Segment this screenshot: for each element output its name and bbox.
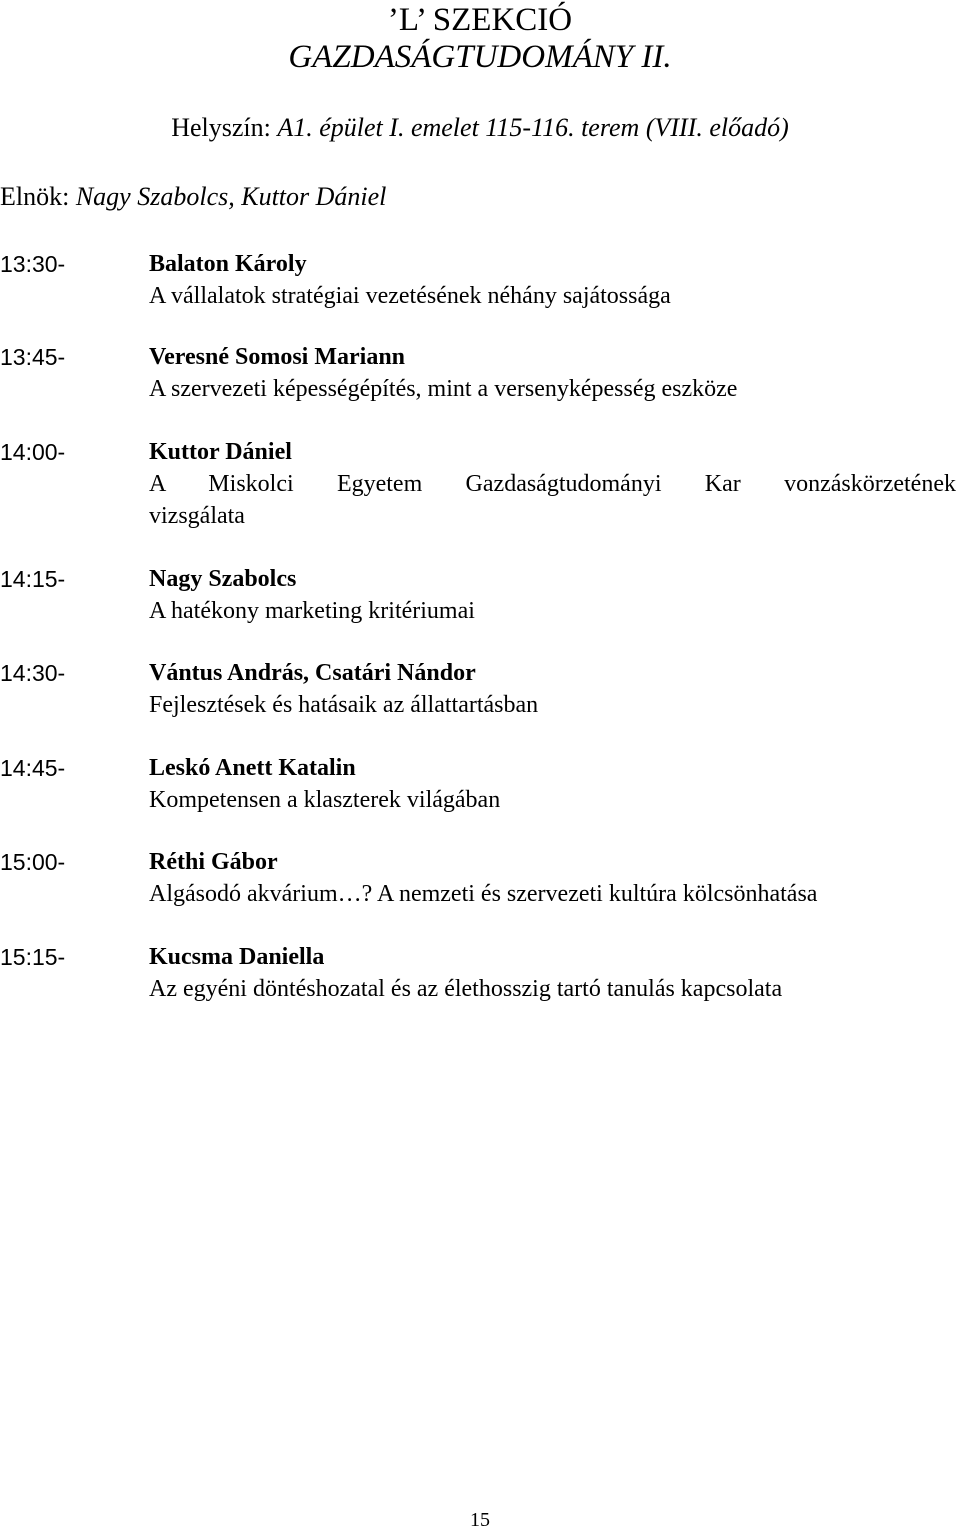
session-time: 14:15- xyxy=(0,566,66,592)
session-title: Az egyéni döntéshozatal és az élethosszig tartó tanulás kapcsolata xyxy=(149,976,783,1002)
session-speaker: Réthi Gábor xyxy=(149,849,278,875)
session-time: 14:45- xyxy=(0,755,66,781)
session-title: Kompetensen a klaszterek világában xyxy=(149,787,501,813)
location-line xyxy=(0,112,960,144)
section-title: ’L’ SZEKCIÓ xyxy=(387,2,573,38)
location-value: A1. épület I. emelet 115-116. terem (VIII. előadó) xyxy=(277,113,789,142)
page-number: 15 xyxy=(470,1509,490,1531)
session-title: A hatékony marketing kritériumai xyxy=(149,598,475,624)
session-title: A vállalatok stratégiai vezetésének néhány sajátossága xyxy=(149,283,671,309)
session-title: A szervezeti képességépítés, mint a versenyképesség eszköze xyxy=(149,376,738,402)
session-title xyxy=(149,468,956,532)
session-title-line-1: A Miskolci Egyetem Gazdaságtudományi Kar vonzáskörzetének xyxy=(149,471,956,497)
session-time: 13:30- xyxy=(0,251,66,277)
session-speaker: Veresné Somosi Mariann xyxy=(149,344,406,370)
chair-line xyxy=(0,181,386,213)
session-speaker: Leskó Anett Katalin xyxy=(149,755,356,781)
section-subtitle: GAZDASÁGTUDOMÁNY II. xyxy=(288,39,672,75)
session-speaker: Balaton Károly xyxy=(149,251,307,277)
session-title-line-2: vizsgálata xyxy=(149,503,245,529)
chair-value: Nagy Szabolcs, Kuttor Dániel xyxy=(75,182,387,211)
session-title: Algásodó akvárium…? A nemzeti és szervezeti kultúra kölcsönhatása xyxy=(149,881,818,907)
chair-label: Elnök: xyxy=(0,182,76,211)
session-time: 15:15- xyxy=(0,944,66,970)
location-label: Helyszín: xyxy=(171,113,278,142)
session-speaker: Kuttor Dániel xyxy=(149,439,292,465)
session-time: 15:00- xyxy=(0,849,66,875)
session-time: 14:30- xyxy=(0,660,66,686)
session-speaker: Nagy Szabolcs xyxy=(149,566,297,592)
session-time: 13:45- xyxy=(0,344,66,370)
session-speaker: Kucsma Daniella xyxy=(149,944,325,970)
session-title: Fejlesztések és hatásaik az állattartásban xyxy=(149,692,539,718)
session-speaker: Vántus András, Csatári Nándor xyxy=(149,660,476,686)
session-time: 14:00- xyxy=(0,439,66,465)
